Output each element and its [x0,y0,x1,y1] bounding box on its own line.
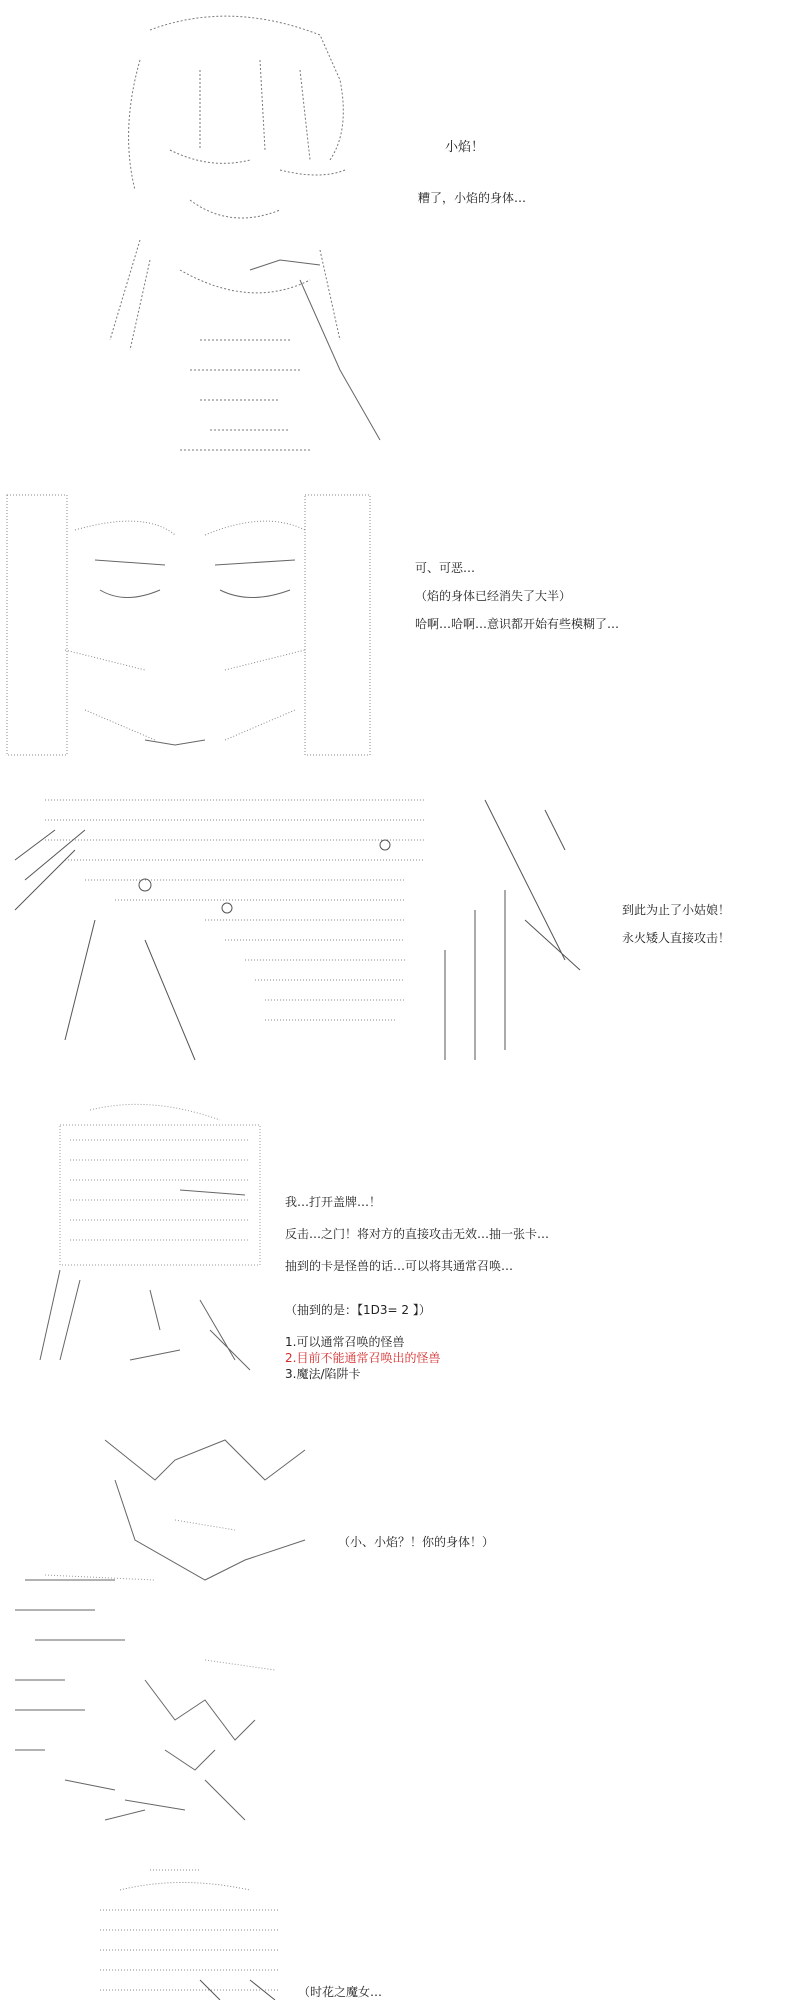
option-item: 1.可以通常召唤的怪兽 [285,1335,405,1349]
panel-3 [0,790,800,1080]
dialogue-line: 永火矮人直接攻击！ [622,931,731,945]
ascii-art-card-reveal [30,1100,290,1380]
ascii-art-face [5,490,375,770]
dialogue-line: 糟了，小焰的身体… [418,191,527,205]
option-item: 3.魔法/陷阱卡 [285,1367,361,1381]
dialogue-line: （时花之魔女… [298,1985,383,1999]
dialogue-line: 我…打开盖牌…！ [285,1195,382,1209]
ascii-art-witch [80,1860,310,2000]
panel-1 [0,0,800,470]
dialogue-line: 到此为止了小姑娘！ [622,903,731,917]
dialogue-line: 哈啊…哈啊…意识都开始有些模糊了… [415,617,620,631]
dialogue-line: 可、可恶… [415,561,476,575]
dialogue-line: （焰的身体已经消失了大半） [415,589,572,603]
dialogue-line: 抽到的卡是怪兽的话…可以将其通常召唤… [285,1259,514,1273]
panel-2 [0,480,800,780]
dialogue-line: 小焰！ [445,140,485,155]
dialogue-line: 反击…之门！将对方的直接攻击无效…抽一张卡… [285,1227,550,1241]
ascii-art-attack [5,790,585,1070]
panel-6 [0,1860,800,2000]
panel-5 [0,1410,800,1830]
option-item-selected: 2.目前不能通常召唤出的怪兽 [285,1351,441,1365]
ascii-art-action [5,1420,365,1830]
dice-roll-result: （抽到的是：【1D3= 2 】） [285,1303,431,1317]
dialogue-line: （小、小焰？！你的身体！） [338,1535,495,1549]
ascii-art-character [80,10,410,470]
panel-4 [0,1090,800,1390]
